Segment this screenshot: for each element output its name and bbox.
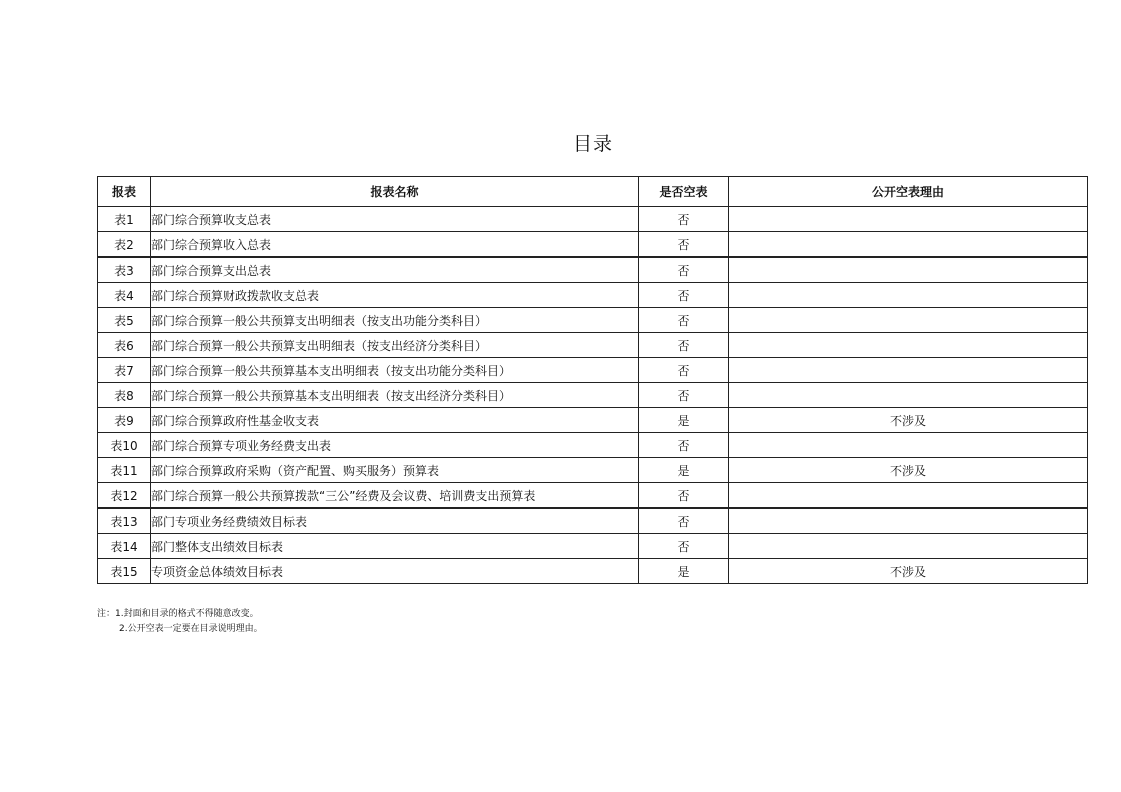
is-empty-cell: 是: [639, 408, 729, 433]
report-name-cell: 部门综合预算政府采购（资产配置、购买服务）预算表: [151, 458, 639, 483]
report-name-cell: 部门综合预算一般公共预算拨款“三公”经费及会议费、培训费支出预算表: [151, 483, 639, 509]
report-no-cell: 表5: [98, 308, 151, 333]
footnote-line: 2.公开空表一定要在目录说明理由。: [119, 624, 263, 634]
empty-reason-cell: [729, 383, 1088, 408]
table-row: [98, 257, 1088, 283]
report-no-cell: 表7: [98, 358, 151, 383]
empty-reason-cell: [729, 483, 1088, 509]
report-directory-table: [97, 176, 1088, 584]
table-row: [98, 283, 1088, 308]
empty-reason-cell: 不涉及: [729, 458, 1088, 483]
empty-reason-cell: [729, 534, 1088, 559]
table-row: [98, 559, 1088, 584]
header-is-empty: 是否空表: [639, 177, 729, 207]
report-name-cell: 部门综合预算收入总表: [151, 232, 639, 258]
report-name-cell: 部门综合预算专项业务经费支出表: [151, 433, 639, 458]
report-name-cell: 部门整体支出绩效目标表: [151, 534, 639, 559]
report-name-cell: 部门专项业务经费绩效目标表: [151, 508, 639, 534]
is-empty-cell: 否: [639, 232, 729, 258]
table-row: [98, 534, 1088, 559]
is-empty-cell: 否: [639, 433, 729, 458]
is-empty-cell: 否: [639, 358, 729, 383]
table-row: [98, 358, 1088, 383]
report-no-cell: 表4: [98, 283, 151, 308]
report-name-cell: 部门综合预算政府性基金收支表: [151, 408, 639, 433]
report-name-cell: 部门综合预算一般公共预算支出明细表（按支出经济分类科目）: [151, 333, 639, 358]
empty-reason-cell: 不涉及: [729, 559, 1088, 584]
table-row: [98, 232, 1088, 258]
empty-reason-cell: [729, 358, 1088, 383]
report-no-cell: 表3: [98, 257, 151, 283]
is-empty-cell: 否: [639, 207, 729, 232]
report-no-cell: 表6: [98, 333, 151, 358]
is-empty-cell: 否: [639, 308, 729, 333]
report-no-cell: 表11: [98, 458, 151, 483]
report-name-cell: 部门综合预算收支总表: [151, 207, 639, 232]
table-row: [98, 383, 1088, 408]
is-empty-cell: 否: [639, 257, 729, 283]
is-empty-cell: 否: [639, 283, 729, 308]
report-name-cell: 部门综合预算一般公共预算支出明细表（按支出功能分类科目）: [151, 308, 639, 333]
empty-reason-cell: [729, 283, 1088, 308]
report-name-cell: 部门综合预算一般公共预算基本支出明细表（按支出功能分类科目）: [151, 358, 639, 383]
empty-reason-cell: [729, 308, 1088, 333]
report-no-cell: 表13: [98, 508, 151, 534]
footnote-line: 注：1.封面和目录的格式不得随意改变。: [97, 609, 259, 619]
header-report-no: 报表: [98, 177, 151, 207]
report-no-cell: 表15: [98, 559, 151, 584]
empty-reason-cell: [729, 207, 1088, 232]
report-no-cell: 表12: [98, 483, 151, 509]
table-row: [98, 483, 1088, 509]
empty-reason-cell: [729, 333, 1088, 358]
is-empty-cell: 否: [639, 508, 729, 534]
report-no-cell: 表9: [98, 408, 151, 433]
is-empty-cell: 是: [639, 458, 729, 483]
report-name-cell: 专项资金总体绩效目标表: [151, 559, 639, 584]
table-row: [98, 458, 1088, 483]
page-title: 目录: [572, 133, 613, 155]
empty-reason-cell: [729, 433, 1088, 458]
report-no-cell: 表1: [98, 207, 151, 232]
table-row: [98, 433, 1088, 458]
report-name-cell: 部门综合预算财政拨款收支总表: [151, 283, 639, 308]
table-row: [98, 308, 1088, 333]
report-no-cell: 表2: [98, 232, 151, 258]
report-no-cell: 表10: [98, 433, 151, 458]
is-empty-cell: 是: [639, 559, 729, 584]
table-row: [98, 333, 1088, 358]
report-name-cell: 部门综合预算支出总表: [151, 257, 639, 283]
empty-reason-cell: [729, 508, 1088, 534]
report-no-cell: 表14: [98, 534, 151, 559]
empty-reason-cell: [729, 232, 1088, 258]
report-name-cell: 部门综合预算一般公共预算基本支出明细表（按支出经济分类科目）: [151, 383, 639, 408]
header-empty-reason: 公开空表理由: [729, 177, 1088, 207]
empty-reason-cell: 不涉及: [729, 408, 1088, 433]
is-empty-cell: 否: [639, 483, 729, 509]
footnotes: [97, 607, 263, 637]
empty-reason-cell: [729, 257, 1088, 283]
table-row: [98, 207, 1088, 232]
table-header-row: [98, 177, 1088, 207]
table-row: [98, 408, 1088, 433]
is-empty-cell: 否: [639, 333, 729, 358]
is-empty-cell: 否: [639, 383, 729, 408]
table-row: [98, 508, 1088, 534]
is-empty-cell: 否: [639, 534, 729, 559]
report-no-cell: 表8: [98, 383, 151, 408]
header-report-name: 报表名称: [151, 177, 639, 207]
